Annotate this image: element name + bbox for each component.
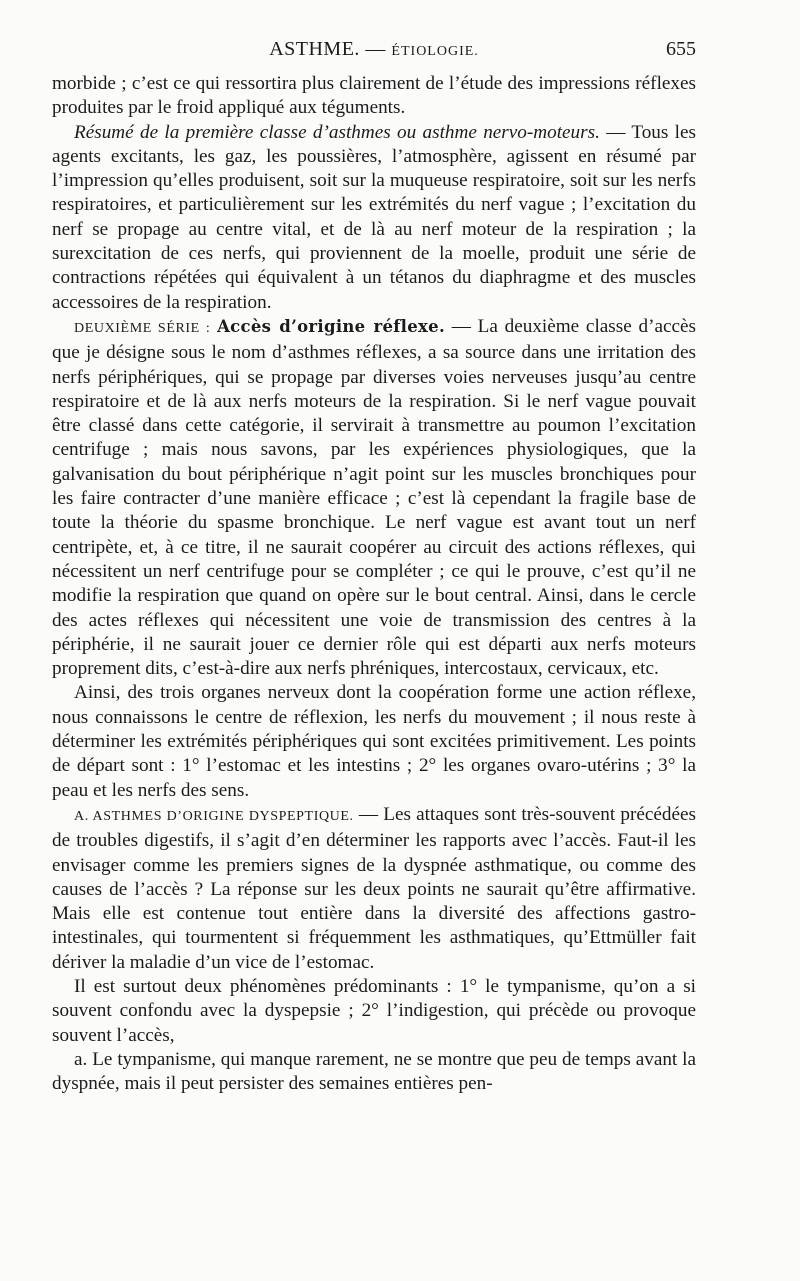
header-title-dash: — <box>359 38 392 60</box>
paragraph-7: a. Le tympanisme, qui manque rarement, ne se montre que peu de temps avant la dyspnée, mais il peut persister des semaines entières pen- <box>52 1048 696 1095</box>
paragraph-5-body: — Les attaques sont très-souvent précédées de troubles digestifs, il s’agit d’en déterminer les rapports avec l’accès. Faut-il les envisager comme les premiers signes de la dyspnée asthmatique, ou comme des causes de l’accès ? La réponse sur les deux points ne saurait qu’être affirmative. Mais elle est contenue tout entière dans la diversité des affections gastro-intestinales, qui tourmentent si fréquemment les asthmatiques, qu’Ettmüller fait dériver la maladie d’un vice de l’estomac. <box>52 803 696 973</box>
paragraph-5 <box>52 803 696 975</box>
section-label-deuxieme-serie: DEUXIÈME SÉRIE : <box>74 320 211 336</box>
paragraph-2-body: — Tous les agents excitants, les gaz, les poussières, l’atmosphère, agissent en résumé par l’impression qu’elles produisent, soit sur la muqueuse respiratoire, soit sur les nerfs respiratoires, et particulièrement sur les extrémités du nerf vague ; l’excitation du nerf se propage au centre vital, et de là au nerf moteur de la respiration ; la surexcitation de ces nerfs, qui proviennent de la moelle, produit une série de contractions répétées qui équivalent à un tétanos du diaphragme et des muscles accessoires de la respiration. <box>52 121 696 313</box>
paragraph-6: Il est surtout deux phénomènes prédominants : 1° le tympanisme, qu’on a si souvent confondu avec la dyspepsie ; 2° l’indigestion, qui précède ou provoque souvent l’accès, <box>52 975 696 1046</box>
paragraph-4: Ainsi, des trois organes nerveux dont la coopération forme une action réflexe, nous connaissons le centre de réflexion, les nerfs du mouvement ; il nous reste à déterminer les extrémités périphériques qui sont excitées primitivement. Les points de départ sont : 1° l’estomac et les intestins ; 2° les organes ovaro-utérins ; 3° la peau et les nerfs des sens. <box>52 682 696 801</box>
page-number: 655 <box>666 38 696 60</box>
body-text <box>52 72 696 1096</box>
section-heading-reflexe: Accès d’origine réflexe. <box>217 316 445 336</box>
paragraph-1: morbide ; c’est ce qui ressortira plus clairement de l’étude des impressions réflexes produites par le froid appliqué aux téguments. <box>52 73 696 119</box>
section-label-dyspeptique: A. ASTHMES D’ORIGINE DYSPEPTIQUE. <box>74 808 354 824</box>
header-title-main: ASTHME. <box>269 38 360 60</box>
paragraph-3 <box>52 315 696 681</box>
book-page <box>52 32 696 1252</box>
paragraph-2 <box>52 121 696 315</box>
running-title <box>52 38 696 61</box>
paragraph-3-body: — La deuxième classe d’accès que je désigne sous le nom d’asthmes réflexes, a sa source dans une irritation des nerfs périphériques, qui se propage par diverses voies nerveuses jusqu’au centre respiratoire et de là aux nerfs moteurs de la respiration. Si le nerf vague pouvait être classé dans cette catégorie, il servirait à transmettre au poumon l’excitation centrifuge ; mais nous savons, par les expériences physiologiques, que la galvanisation du bout périphérique n’agit point sur les muscles bronchiques pour les faire contracter d’une manière efficace ; c’est là cependant la fragile base de toute la théorie du spasme bronchique. Le nerf vague est avant tout un nerf centripète, et, à ce titre, il ne saurait coopérer au circuit des actions réflexes, qui nécessitent un nerf centrifuge pour se compléter ; ce qui le prouve, c’est qu’il ne modifie la respiration que quand on opère sur le bout central. Ainsi, dans le cercle des actes réflexes qui nécessitent une voie de transmission des centres à la périphérie, il ne saurait jouer ce dernier rôle qui est départi aux nerfs moteurs proprement dits, c’est-à-dire aux nerfs phréniques, intercostaux, cervicaux, etc. <box>52 315 696 680</box>
header-title-section: ÉTIOLOGIE. <box>391 44 479 59</box>
running-header <box>52 32 696 72</box>
paragraph-2-lead: Résumé de la première classe d’asthmes ou asthme nervo-moteurs. <box>74 121 600 143</box>
